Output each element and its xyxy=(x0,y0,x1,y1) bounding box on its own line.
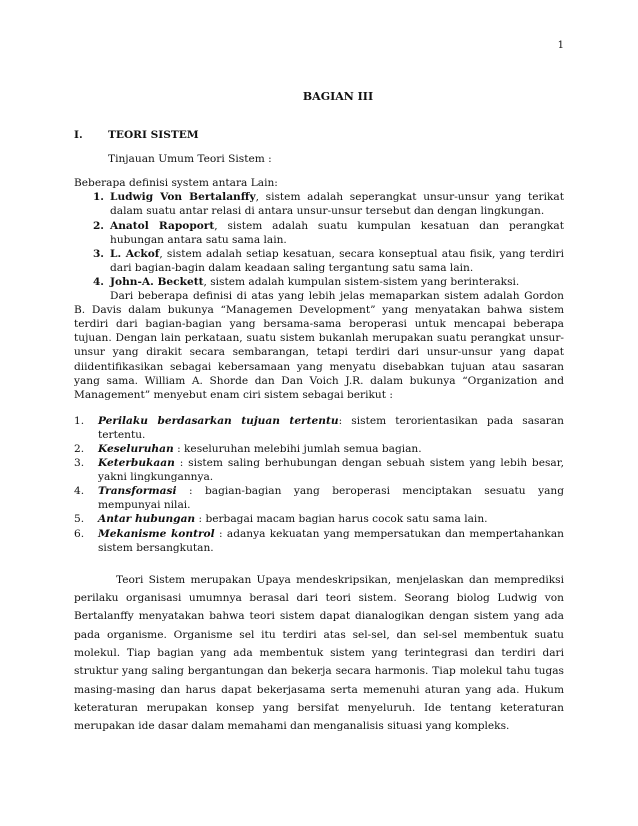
characteristic-number: 1. xyxy=(74,414,85,427)
characteristic-item xyxy=(74,442,564,456)
characteristic-text: : keseluruhan melebihi jumlah semua bagian. xyxy=(173,442,422,455)
section-number: I. xyxy=(74,129,83,142)
characteristic-term: Transformasi xyxy=(98,485,177,498)
definition-number: 2. xyxy=(92,219,104,232)
definition-number: 1. xyxy=(92,191,104,204)
definition-item xyxy=(74,247,564,275)
definition-author: Anatol Rapoport xyxy=(110,219,215,232)
page-number: 1 xyxy=(557,40,564,51)
section-heading xyxy=(74,128,564,142)
characteristic-item xyxy=(74,414,564,442)
characteristic-text: : sistem saling berhubungan dengan sebuah sistem yang lebih besar, yakni lingkungannya. xyxy=(98,457,564,484)
definition-item xyxy=(74,219,564,247)
characteristic-term: Keseluruhan xyxy=(98,442,174,455)
characteristic-number: 5. xyxy=(74,513,85,526)
definition-text: , sistem adalah seperangkat unsur-unsur yang terikat dalam suatu antar relasi di antara unsur-unsur tersebut dan dengan lingkungan. xyxy=(110,191,564,218)
definition-author: Ludwig Von Bertalanffy xyxy=(110,191,256,204)
section-title: TEORI SISTEM xyxy=(108,129,199,142)
chapter-title: BAGIAN III xyxy=(302,90,374,103)
characteristic-number: 4. xyxy=(74,485,85,498)
characteristic-item xyxy=(74,512,564,526)
definition-text: , sistem adalah setiap kesatuan, secara konseptual atau fisik, yang terdiri dari bagian-bagin dalam keadaan saling tergantung satu sama lain. xyxy=(110,247,564,274)
definitions-intro: Beberapa definisi system antara Lain: xyxy=(74,177,278,190)
characteristic-item xyxy=(74,484,564,512)
body-paragraph-2: Teori Sistem merupakan Upaya mendeskripsikan, menjelaskan dan memprediksi perilaku organisasi umumnya berasal dari teori sistem. Seorang biolog Ludwig von Bertalanffy menyatakan bahwa teori sistem dapat dianalogikan dengan sistem yang ada pada organisme. Organisme sel itu terdiri atas sel-sel, dan sel-sel membentuk suatu molekul. Tiap bagian yang ada membentuk sistem yang terintegrasi dan terdiri dari struktur yang saling bergantungan dan bekerja secara harmonis. Tiap molekul tahu tugas masing-masing dan harus dapat bekerjasama serta memenuhi aturan yang ada. Hukum keteraturan merupakan konsep yang bersifat menyeluruh. Ide tentang keteraturan merupakan ide dasar dalam memahami dan menganalisis situasi yang kompleks. xyxy=(74,573,564,733)
definitions-list xyxy=(74,190,564,289)
definition-text: , sistem adalah suatu kumpulan kesatuan dan perangkat hubungan antara satu sama lain. xyxy=(110,219,564,246)
characteristic-term: Keterbukaan xyxy=(98,457,175,470)
definition-item xyxy=(74,275,564,289)
system-characteristics-list xyxy=(74,414,564,555)
definition-author: L. Ackof xyxy=(110,247,160,260)
characteristic-item xyxy=(74,456,564,484)
subsection-title: Tinjauan Umum Teori Sistem : xyxy=(108,153,272,166)
body-paragraph-1: Dari beberapa definisi di atas yang lebih jelas memaparkan sistem adalah Gordon B. Davis dalam bukunya “Managemen Development” yang menyatakan bahwa sistem terdiri dari bagian-bagian yang bersama-sama beroperasi untuk mencapai beberapa tujuan. Dengan lain perkataan, suatu sistem bukanlah merupakan suatu perangkat unsur-unsur yang dirakit secara sembarangan, tetapi terdiri dari unsur-unsur yang dapat diidentifikasikan sebagai kebersamaan yang menyatu disebabkan tujuan atau sasaran yang sama. William A. Shorde dan Dan Voich J.R. dalam bukunya “Organization and Management” menyebut enam ciri sistem sebagai berikut : xyxy=(74,290,564,401)
characteristic-text: : bagian-bagian yang beroperasi menciptakan sesuatu yang mempunyai nilai. xyxy=(98,485,564,512)
definition-item xyxy=(74,190,564,218)
page-content xyxy=(74,90,564,735)
characteristic-number: 3. xyxy=(74,457,85,470)
characteristic-item xyxy=(74,527,564,555)
characteristic-term: Perilaku berdasarkan tujuan tertentu xyxy=(98,414,339,427)
characteristic-term: Mekanisme kontrol xyxy=(98,527,215,540)
characteristic-text: : sistem terorientasikan pada sasaran tertentu. xyxy=(98,414,565,441)
definition-number: 4. xyxy=(92,275,104,288)
characteristic-text: : berbagai macam bagian harus cocok satu sama lain. xyxy=(195,513,488,526)
characteristic-text: : adanya kekuatan yang mempersatukan dan mempertahankan sistem bersangkutan. xyxy=(98,527,564,554)
definition-author: John-A. Beckett xyxy=(110,275,204,288)
characteristic-term: Antar hubungan xyxy=(98,513,196,526)
characteristic-number: 6. xyxy=(74,527,85,540)
characteristic-number: 2. xyxy=(74,442,85,455)
definition-text: , sistem adalah kumpulan sistem-sistem yang berinteraksi. xyxy=(203,275,520,288)
definition-number: 3. xyxy=(92,247,104,260)
